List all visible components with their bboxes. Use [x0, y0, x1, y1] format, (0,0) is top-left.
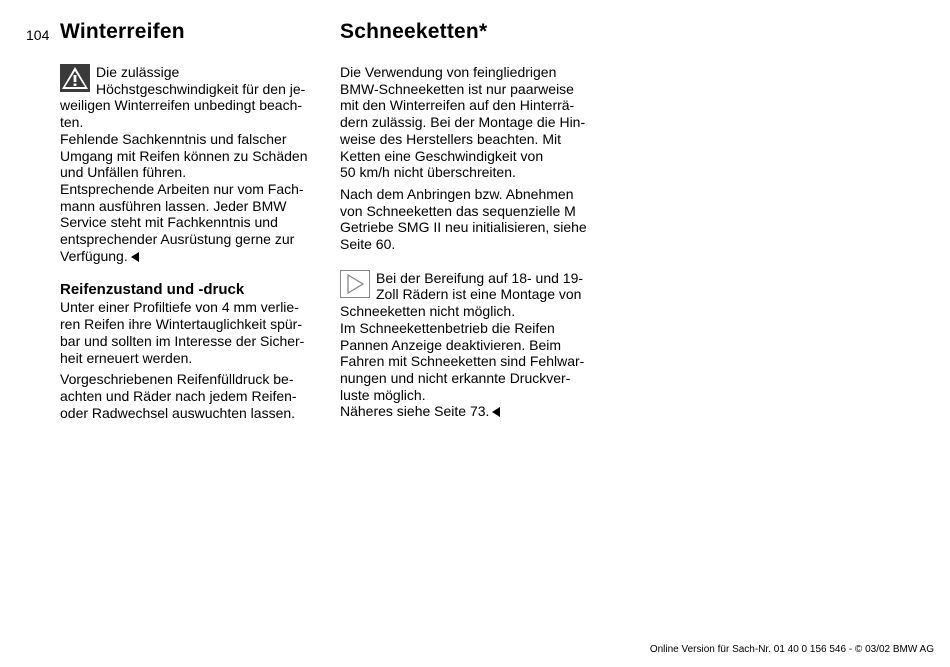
- note-line-1: Bei der Bereifung auf 18- und 19-: [376, 269, 584, 286]
- paragraph-line: oder Radwechsel auswuchten lassen.: [60, 404, 296, 421]
- warning-block: [60, 64, 330, 97]
- note-text-line: Fahren mit Schneeketten sind Fehlwar-: [340, 353, 585, 370]
- section-heading-reifenzustand: Reifenzustand und -druck: [60, 281, 245, 299]
- warning-text-line: entsprechender Ausrüstung gerne zur: [60, 231, 295, 248]
- note-line-2: Zoll Rädern ist eine Montage von: [376, 286, 582, 303]
- note-text-line: Pannen Anzeige deaktivieren. Beim: [340, 336, 562, 353]
- note-text-line: luste möglich.: [340, 386, 426, 403]
- paragraph-line: bar und sollten im Interesse der Sicher-: [60, 332, 305, 349]
- page-number: 104: [26, 27, 50, 43]
- paragraph-line: 50 km/h nicht überschreiten.: [340, 164, 516, 181]
- paragraph-line: Seite 60.: [340, 236, 396, 253]
- warning-text-line: mann ausführen lassen. Jeder BMW: [60, 197, 287, 214]
- warning-line-1: Die zulässige: [96, 64, 180, 80]
- paragraph-line: von Schneeketten das sequenzielle M: [340, 202, 576, 219]
- footer-copyright: Online Version für Sach-Nr. 01 40 0 156 546 - © 03/02 BMW AG: [649, 644, 934, 655]
- paragraph-line: dern zulässig. Bei der Montage die Hin-: [340, 114, 586, 131]
- paragraph-line: achten und Räder nach jedem Reifen-: [60, 387, 297, 404]
- note-text-line: nungen und nicht erkannte Druckver-: [340, 369, 571, 386]
- paragraph-line: heit erneuert werden.: [60, 349, 193, 366]
- warning-text-line: Fehlende Sachkenntnis und falscher: [60, 130, 287, 147]
- paragraph-line: ren Reifen ihre Wintertauglichkeit spür-: [60, 316, 302, 333]
- paragraph-line: mit den Winterreifen auf den Hinterrä-: [340, 97, 575, 114]
- page-title-schneeketten: Schneeketten*: [340, 20, 488, 43]
- paragraph-line: Nach dem Anbringen bzw. Abnehmen: [340, 185, 574, 202]
- paragraph-line: Unter einer Profiltiefe von 4 mm verlie-: [60, 299, 299, 316]
- note-text-line: Schneeketten nicht möglich.: [340, 303, 516, 320]
- note-arrow-icon: [340, 270, 370, 298]
- warning-text-line: und Unfällen führen.: [60, 164, 187, 181]
- page-title-winterreifen: Winterreifen: [60, 20, 185, 43]
- warning-icon: [60, 64, 90, 92]
- warning-text-line: Umgang mit Reifen können zu Schäden: [60, 147, 308, 164]
- note-text-last: [340, 403, 620, 420]
- note-last-text: Näheres siehe Seite 73.: [340, 403, 490, 420]
- warning-last-text: Verfügung.: [60, 247, 128, 264]
- end-mark-icon: [492, 407, 500, 417]
- paragraph-line: BMW-Schneeketten ist nur paarweise: [340, 80, 574, 97]
- warning-line-2: Höchstgeschwindigkeit für den je-: [96, 80, 306, 97]
- warning-text-last: [60, 248, 330, 265]
- paragraph-line: Die Verwendung von feingliedrigen: [340, 64, 557, 80]
- end-mark-icon: [131, 252, 139, 262]
- note-block: [340, 270, 620, 303]
- paragraph-line: Getriebe SMG II neu initialisieren, siehe: [340, 219, 587, 236]
- paragraph-line: weise des Herstellers beachten. Mit: [340, 130, 561, 147]
- warning-text-line: ten.: [60, 114, 84, 131]
- warning-text-line: Service steht mit Fachkenntnis und: [60, 214, 278, 231]
- warning-text-line: Entsprechende Arbeiten nur vom Fach-: [60, 180, 304, 197]
- right-column: [340, 64, 620, 420]
- left-column: [60, 64, 330, 421]
- warning-text-line: weiligen Winterreifen unbedingt beach-: [60, 97, 303, 114]
- paragraph-line: Vorgeschriebenen Reifenfülldruck be-: [60, 371, 294, 388]
- paragraph-line: Ketten eine Geschwindigkeit von: [340, 147, 544, 164]
- note-text-line: Im Schneekettenbetrieb die Reifen: [340, 319, 555, 336]
